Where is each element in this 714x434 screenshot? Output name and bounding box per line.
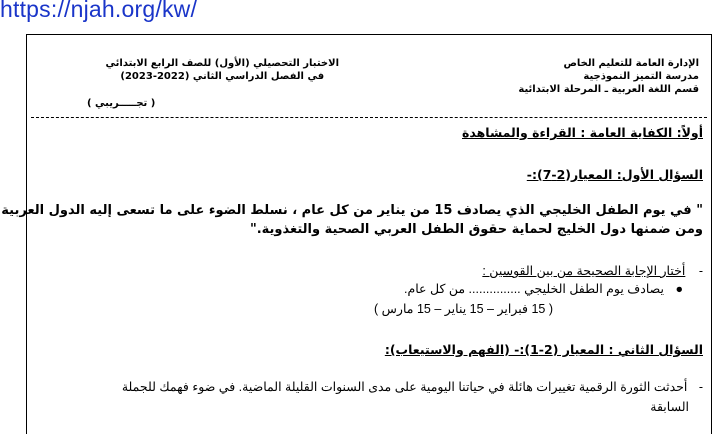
q2-title: السؤال الثاني : المعيار (2-1):- (الفهم والاستيعاب):	[384, 342, 703, 357]
watermark-url[interactable]: https://njah.org/kw/	[0, 0, 198, 22]
header-right-line-1: الإدارة العامة للتعليم الخاص	[563, 58, 699, 69]
header-exam-info	[106, 57, 339, 83]
q1-passage-line-1: " في يوم الطفل الخليجي الذي يصادف 15 من يناير من كل عام ، نسلط الضوء على ما تسعى إليه الدول العربية	[1, 203, 703, 218]
dash-marker: -	[698, 264, 703, 278]
section-title: أولاً: الكفاية العامة : القراءة والمشاهدة	[462, 125, 703, 140]
q2-text-line-1: أحدثت الثورة الرقمية تغييرات هائلة في حياتنا اليومية على مدى السنوات القليلة الماضية. في ضوء فهمك للجملة	[121, 380, 688, 394]
q1-instruction: أختار الإجابة الصحيحة من بين القوسين :	[482, 264, 686, 278]
q1-item: يصادف يوم الطفل الخليجي ............... من كل عام.	[404, 282, 664, 296]
q1-passage-line-2: ومن ضمنها دول الخليج لحماية حقوق الطفل العربي الصحية والتغذوية."	[249, 222, 703, 237]
dash-marker: -	[698, 380, 703, 394]
header-trial-mark: ( تجـــــريبي )	[87, 98, 156, 109]
q1-item-row	[404, 281, 683, 296]
exam-page	[1, 34, 712, 434]
header-center-line-1: الاختبار التحصيلي (الأول) للصف الرابع الابتدائي	[105, 58, 339, 69]
q1-choices: ( 15 فبراير – 15 يناير – 15 مارس )	[374, 302, 553, 316]
header-right-line-2: مدرسة التميز النموذجية	[583, 71, 699, 82]
q1-title: السؤال الأول: المعيار(2-7):-	[526, 167, 703, 182]
header-center-line-2: في الفصل الدراسي الثاني (2022-2023)	[120, 71, 325, 82]
bullet-icon: ●	[675, 282, 683, 296]
header-institution	[518, 57, 699, 96]
header-right-line-3: قسم اللغة العربية ـ المرحلة الابتدائية	[518, 84, 699, 95]
q2-text-row	[122, 379, 703, 394]
q2-text-line-2: السابقة	[650, 400, 689, 414]
header-divider	[31, 117, 707, 118]
q1-instruction-row	[482, 263, 703, 278]
